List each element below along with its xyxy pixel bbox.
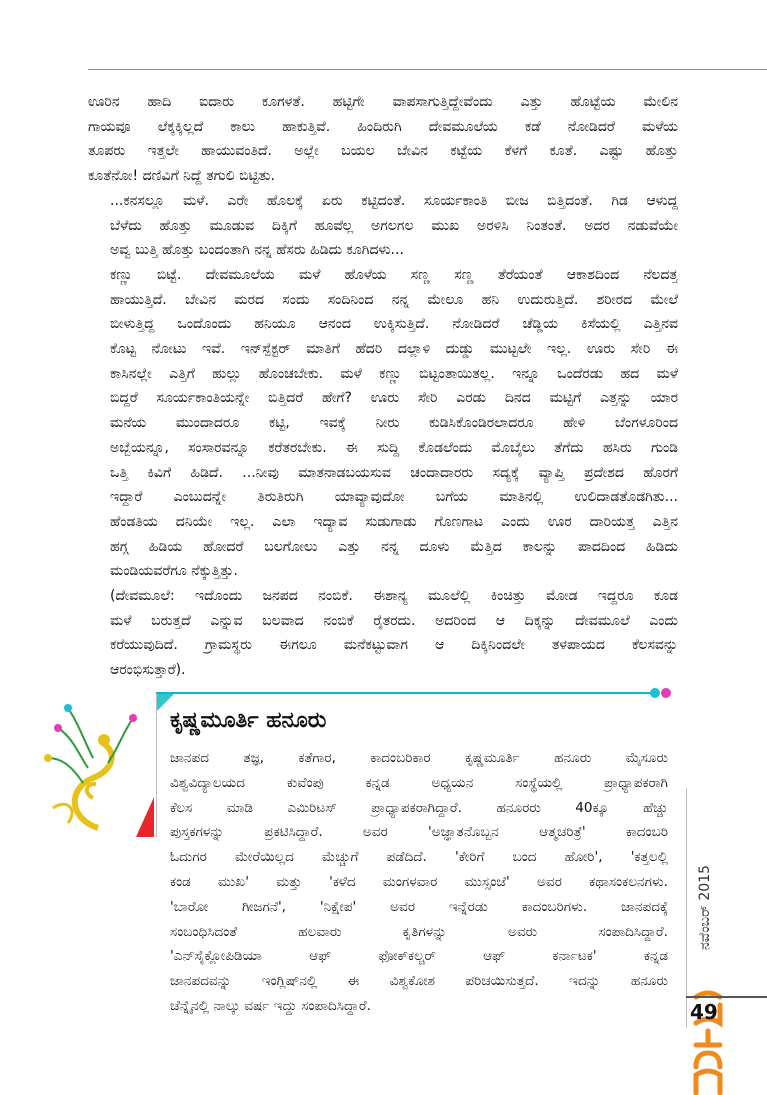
bio-paragraph [170, 746, 668, 1019]
peacock-ornament-icon [38, 698, 148, 838]
text-line: ಬೀಳುತ್ತಿದ್ದ ಒಂದೊಂದು ಹನಿಯೂ ಆನಂದ ಉಕ್ಕಿಸುತ್ತಿದೆ. ನೋಡಿದರೆ ಚೆಡ್ಡಿಯ ಕಿಸೆಯಲ್ಲಿ ಎತ್ತಿನವ [110, 316, 678, 333]
accent-dot-pink [661, 688, 671, 698]
text-line: ಹಾಯುತ್ತಿದೆ. ಬೇವಿನ ಮರದ ಸಂದು ಸಂದಿನಿಂದ ನನ್ನ ಮೇಲೂ ಹನಿ ಉದುರುತ್ತಿದೆ. ಶರೀರದ ಮೇಲೆ [110, 291, 678, 308]
bio-line: ಕೆಲಸ ಮಾಡಿ ಎಮಿರಿಟಸ್ ಪ್ರಾಧ್ಯಾಪಕರಾಗಿದ್ದಾರೆ. ಹನೂರರು 40ಕ್ಕೂ ಹೆಚ್ಚು [170, 799, 668, 816]
text-line: ಮಂಡಿಯವರೆಗೂ ನೆಕ್ಕುತ್ತಿತ್ತು. [110, 563, 238, 580]
text-line: ಇದ್ದಾರೆ ಎಂಬುದನ್ನೇ ತಿರುತಿರುಗಿ ಯಾವ್ಯಾವುದೋ ಬಗೆಯ ಮಾತಿನಲ್ಲಿ ಉಲಿದಾಡತೊಡಗಿತು... [110, 489, 678, 506]
bio-line: ಚೆನ್ನೈನಲ್ಲಿ ನಾಲ್ಕು ವರ್ಷ ಇದ್ದು ಸಂಪಾದಿಸಿದ್ದಾರೆ. [170, 997, 371, 1014]
author-bio [170, 746, 668, 1019]
author-box-left-border [156, 694, 157, 837]
bio-line: ಜಾನಪದವನ್ನು ಇಂಗ್ಲಿಷ್‌ನಲ್ಲಿ ಈ ವಿಶ್ವಕೋಶ ಪರಿಚಯಿಸುತ್ತದೆ. ಇದನ್ನು ಹನೂರು [170, 973, 668, 990]
text-line: ಹೆಂಡತಿಯ ದನಿಯೇ ಇಲ್ಲ. ಎಲಾ ಇದ್ಯಾವ ಸುಡುಗಾಡು ಗೊಣಗಾಟ ಎಂದು ಊರ ದಾರಿಯತ್ತ ಎತ್ತಿನ [110, 513, 678, 530]
text-line: (ದೇವಮೂಲೆ: ಇದೊಂದು ಜನಪದ ನಂಬಿಕೆ. ಈಶಾನ್ಯ ಮೂಲೆಲ್ಲಿ ಕಿಂಚಿತ್ತು ಮೋಡ ಇದ್ದರೂ ಕೂಡ [110, 588, 678, 605]
bio-line: ಪುಸ್ತಕಗಳನ್ನು ಪ್ರಕಟಿಸಿದ್ದಾರೆ. ಅವರ 'ಅಜ್ಞಾತನೊಬ್ಬನ ಆತ್ಮಚರಿತ್ರೆ' ಕಾದಂಬರಿ [170, 824, 668, 841]
author-box-top-border [156, 692, 656, 694]
text-line: ಮಳೆ ಬರುತ್ತದೆ ಎನ್ನುವ ಬಲವಾದ ನಂಬಿಕೆ ರೈತರದು. ಅದರಿಂದ ಆ ದಿಕ್ಕನ್ನು ದೇವಮೂಲೆ ಎಂದು [110, 612, 678, 629]
page-number-divider [686, 996, 767, 998]
article-paragraph [88, 90, 678, 189]
page-number: 49 [690, 1000, 718, 1024]
text-line: ...ಕನಸಲ್ಲೂ ಮಳೆ. ಎರೇ ಹೊಲಕ್ಕೆ ಏರು ಕಟ್ಟಿದಂತೆ. ಸೂರ್ಯಕಾಂತಿ ಬೀಜ ಬಿತ್ತಿದಂತೆ. ಗಿಡ ಆಳುದ್ದ [110, 192, 678, 209]
text-line: ಕೂತೆನೋ! ದಣಿವಿಗೆ ನಿದ್ದೆ ತಗುಲಿ ಬಿಟ್ಟಿತು. [88, 168, 275, 185]
accent-dot-cyan [650, 688, 660, 698]
text-line: ಬಿದ್ದರೆ ಸೂರ್ಯಕಾಂತಿಯನ್ನೇ ಬಿತ್ತಿದರೆ ಹೇಗೆ? ಊರು ಸೇರಿ ಎರಡು ದಿನದ ಮಟ್ಟಿಗೆ ಎತ್ತನ್ನು ಯಾರ [110, 390, 678, 407]
text-line: ಅಬ್ಬೆಯನ್ನೂ, ಸಂಸಾರವನ್ನೂ ಕರೆತರಬೇಕು. ಈ ಸುದ್ದಿ ಕೊಡಲೆಂದು ಮೊಬೈಲು ತೆಗೆದು ಹಸಿರು ಗುಂಡಿ [110, 439, 678, 456]
magazine-logo-icon [690, 975, 726, 1095]
text-line: ಹಗ್ಗ ಹಿಡಿಯ ಹೋದರೆ ಬಲಗೋಲು ಎತ್ತು ನನ್ನ ದೂಳು ಮೆತ್ತಿದ ಕಾಲನ್ನು ಪಾದದಿಂದ ಹಿಡಿದು [110, 538, 678, 555]
article-paragraph [88, 584, 678, 683]
article-paragraph [88, 263, 678, 584]
bio-line: 'ಬಾರೋ ಗೀಜಗನೆ', 'ನಿಕ್ಷೇಪ' ಅವರ ಇನ್ನೆರಡು ಕಾದಂಬರಿಗಳು. ಜಾನಪದಕ್ಕೆ [170, 898, 668, 915]
bio-line: ಸಂಬಂಧಿಸಿದಂತೆ ಹಲವಾರು ಕೃತಿಗಳನ್ನು ಅವರು ಸಂಪಾದಿಸಿದ್ದಾರೆ. [170, 923, 668, 940]
bio-line: ಕಂಡ ಮುಖ' ಮತ್ತು 'ಕಳೆದ ಮಂಗಳವಾರ ಮುಸ್ಸಂಜೆ' ಅವರ ಕಥಾಸಂಕಲನಗಳು. [170, 873, 668, 890]
text-line: ಕರೆಯುವುದಿದೆ. ಗ್ರಾಮಸ್ಥರು ಈಗಲೂ ಮನೆಕಟ್ಟುವಾಗ ಆ ದಿಕ್ಕಿನಿಂದಲೇ ತಳಪಾಯದ ಕೆಲಸವನ್ನು [110, 637, 678, 654]
text-line: ಕಣ್ಣು ಬಿಟ್ಟೆ. ದೇವಮೂಲೆಯ ಮಳೆ ಹೊಳೆಯ ಸಣ್ಣ ಸಣ್ಣ ತೆರೆಯಂತೆ ಆಕಾಶದಿಂದ ನೆಲದತ್ತ [110, 266, 678, 283]
article-paragraph [88, 189, 678, 263]
text-line: ಅವ್ವ ಬುತ್ತಿ ಹೊತ್ತು ಬಂದಂತಾಗಿ ನನ್ನ ಹೆಸರು ಹಿಡಿದು ಕೂಗಿದಳು... [110, 242, 404, 259]
top-divider [88, 69, 767, 70]
author-name: ಕೃಷ್ಣಮೂರ್ತಿ ಹನೂರು [170, 708, 327, 733]
text-line: ಒತ್ತಿ ಕಿವಿಗೆ ಹಿಡಿದೆ. ...ನೀವು ಮಾತನಾಡಬಯಸುವ ಚಂದಾದಾರರು ಸದ್ಯಕ್ಕೆ ವ್ಯಾಪ್ತಿ ಪ್ರದೇಶದ ಹೊರಗೆ [110, 464, 678, 481]
text-line: ಗಾಯವೂ ಲೆಕ್ಕಕ್ಕಿಲ್ಲದೆ ಕಾಲು ಹಾಕುತ್ತಿವೆ. ಹಿಂದಿರುಗಿ ದೇವಮೂಲೆಯ ಕಡೆ ನೋಡಿದರೆ ಮಳೆಯ [88, 118, 678, 135]
text-line: ಕೊಟ್ಟ ನೋಟು ಇವೆ. ಇನ್‌ಸ್ಪೆಕ್ಟರ್ ಮಾತಿಗೆ ಹೆದರಿ ದಲ್ಲಾಳಿ ದುಡ್ಡು ಮುಟ್ಟಲೇ ಇಲ್ಲ. ಊರು ಸೇರಿ ಈ [110, 341, 678, 358]
text-line: ಕಾಸಿನಲ್ಲೇ ಎತ್ತಿಗೆ ಹುಲ್ಲು ಹೊಂಚಬೇಕು. ಮಳೆ ಕಣ್ಣು ಬಿಟ್ಟಂತಾಯಿತಲ್ಲ. ಇನ್ನೂ ಒಂದೆರಡು ಹದ ಮಳೆ [110, 365, 678, 382]
bio-line: ಜಾನಪದ ತಜ್ಞ, ಕತೆಗಾರ, ಕಾದಂಬರಿಕಾರ ಕೃಷ್ಣಮೂರ್ತಿ ಹನೂರು ಮೈಸೂರು [170, 750, 668, 766]
text-line: ತೂಪರು ಇತ್ತಲೇ ಹಾಯುವಂತಿದೆ. ಅಲ್ಲೇ ಬಯಲ ಬೇವಿನ ಕಟ್ಟೆಯ ಕೆಳಗೆ ಕೂತೆ. ಎಷ್ಟು ಹೊತ್ತು [88, 143, 678, 160]
text-line: ಊರಿನ ಹಾದಿ ಐದಾರು ಕೂಗಳತೆ. ಹಟ್ಟಿಗೇ ವಾಪಸಾಗುತ್ತಿದ್ದೇವೆಂದು ಎತ್ತು ಹೊಟ್ಟೆಯ ಮೇಲಿನ [88, 94, 678, 110]
text-line: ಮನೆಯ ಮುಂದಾದರೂ ಕಟ್ಟಿ, ಇವಕ್ಕೆ ನೀರು ಕುಡಿಸಿಕೊಂಡಿರಲಾದರೂ ಹೇಳಿ ಬೆಂಗಳೂರಿಂದ [110, 415, 678, 432]
bio-line: ಓದುಗರ ಮೇರೆಯಿಲ್ಲದ ಮೆಚ್ಚುಗೆ ಪಡೆದಿದೆ. 'ಕೇರಿಗೆ ಬಂದ ಹೋರಿ', 'ಕತ್ತಲಲ್ಲಿ [170, 849, 668, 866]
text-line: ಆರಂಭಿಸುತ್ತಾರೆ). [110, 662, 186, 679]
issue-date: ನವೆಂಬರ್ 2015 [697, 864, 713, 950]
bio-line: ವಿಶ್ವವಿದ್ಯಾಲಯದ ಕುವೆಂಪು ಕನ್ನಡ ಅಧ್ಯಯನ ಸಂಸ್ಥೆಯಲ್ಲಿ ಪ್ರಾಧ್ಯಾಪಕರಾಗಿ [170, 774, 668, 791]
text-line: ಬೆಳೆದು ಹೊತ್ತು ಮೂಡುವ ದಿಕ್ಕಿಗೆ ಹೂವೆಲ್ಲ ಅಗಲಗಲ ಮುಖ ಅರಳಿಸಿ ನಿಂತಂತೆ. ಅದರ ನಡುವೆಯೇ [110, 217, 678, 234]
bio-line: 'ಎನ್‌ಸೈಕ್ಲೋಪಿಡಿಯಾ ಆಫ್ ಫೋಕ್‌ಕಲ್ಚರ್ ಆಫ್ ಕರ್ನಾಟಕ' ಕನ್ನಡ [170, 948, 668, 965]
article-body [88, 90, 678, 683]
side-divider [686, 788, 687, 1028]
